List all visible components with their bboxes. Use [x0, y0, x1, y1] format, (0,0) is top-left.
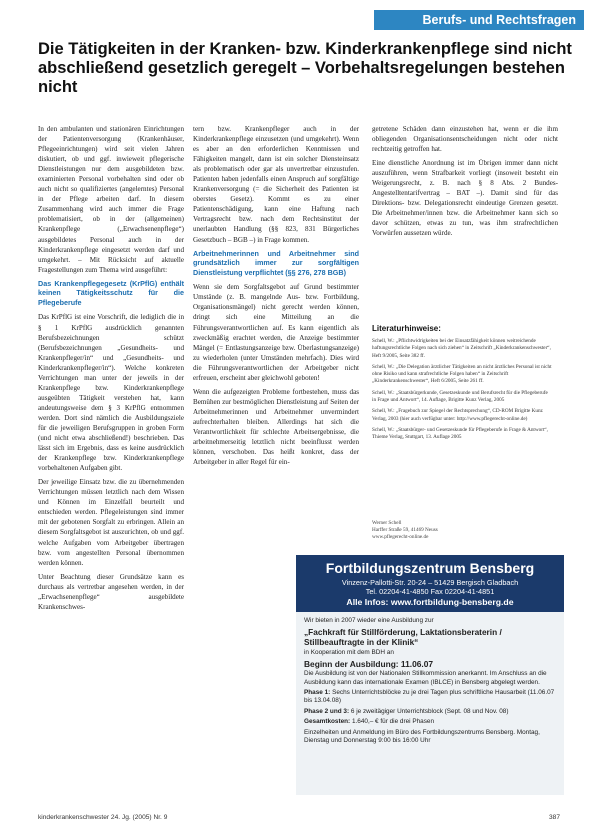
- ad-partner: in Kooperation mit dem BDH an: [304, 649, 394, 657]
- ad-cost: [304, 718, 556, 726]
- literature-item: Schell, W.: „Die Delegation ärztlicher Tätigkeiten an nicht ärztliches Personal ist nicht ohne Risiko und kann strafrechtliche Folgen haben“ in Zeitschrift „Kinderkrankenschwester“, Heft 6/2005, Seite 261 ff.: [372, 363, 552, 385]
- ad-phase-2-label: Phase 2 und 3:: [304, 707, 350, 715]
- article-column-3: [372, 124, 558, 319]
- page-number: 387: [548, 814, 560, 821]
- ad-phase-1-text: Sechs Unterrichtsblöcke zu je drei Tagen plus schriftliche Hausarbeit (11.06.07 bis 13.04.08): [304, 689, 555, 705]
- paragraph: getretene Schäden dann einzustehen hat, wenn er die ihm obliegenden Organisationsentscheidungen nicht oder nicht rechtzeitig getroffen hat.: [372, 125, 558, 154]
- paragraph: In den ambulanten und stationären Einrichtungen der Patientenversorgung (Krankenhäuser, Pflegeeinrichtungen) wird seit vielen Jahren diskutiert, ob und ggf. inwieweit pflegerische Dienstleistungen nur dem ausgebildeten bzw. examinierten Personal vorbehalten sind oder ob auch nicht so qualifiziertes (angelerntes) Personal in der Pflege arbeiten darf. In diesem Zusammenhang wird auch immer die Frage problematisiert, ob in der (allgemeinen) Krankenpflege („Erwachsenenpflege“) ausgebildetes Personal auch in der Kinderkrankenpflege eingesetzt werden darf und umgekehrt. – Mit Rücksicht auf aktuelle Fragestellungen zum Thema wird ausgeführt:: [38, 125, 184, 274]
- ad-address: Vinzenz-Pallotti-Str. 20-24 – 51429 Bergisch Gladbach: [341, 578, 519, 587]
- journal-info: kinderkrankenschwester 24. Jg. (2005) Nr. 9: [38, 814, 168, 821]
- paragraph: tern bzw. Krankenpfleger auch in der Kinderkrankenpflege einzusetzen (und umgekehrt). Wenn es aber an den erforderlichen Kenntnissen und Fähigkeiten mangelt, dann ist ein solcher Diensteinsatz als problematisch oder gar als unvertretbar einzustufen. Patienten haben jedenfalls einen Anspruch auf sorgfältige Krankenversorgung (= die Sicherheit des Patienten ist oberstes Gesetz). Kommt es zu einer Patientenschädigung, kann eine Haftung nach Vertragsrecht bzw. nach dem Rechtsinstitut der unerlaubten Handlung (§§ 823, 831 Bürgerliches Gesetzbuch – BGB –) in Frage kommen.: [193, 125, 359, 244]
- ad-phase-1: [304, 689, 556, 706]
- article-column-1: [38, 124, 184, 799]
- paragraph: Unter Beachtung dieser Grundsätze kann es durchaus als vertretbar angesehen werden, in der „Erwachsenenpflege“ ausgebildete Krankenschwes-: [38, 572, 184, 611]
- ad-body: [296, 612, 564, 752]
- author-email: www.pflegerecht-online.de: [372, 534, 429, 541]
- ad-phone: Tel. 02204-41-4850 Fax 02204-41-4851: [365, 587, 495, 596]
- page-footer: [38, 814, 560, 821]
- literature-item: Schell, W.: „Staatsbürgerkunde, Gesetzeskunde und Berufsrecht für die Pflegeberufe in Frage und Antwort“, 14. Auflage, Brigitte Kunz Verlag, 2005: [372, 389, 548, 404]
- subheading: Arbeitnehmerinnen und Arbeitnehmer sind grundsätzlich immer zur sorgfältigen Dienstleistung verpflichtet (§§ 276, 278 BGB): [193, 248, 359, 277]
- ad-course-title: „Fachkraft für Stillförderung, Laktationsberaterin / Stillbeauftragte in der Klinik“: [304, 627, 502, 648]
- ad-phase-2: [304, 708, 556, 716]
- ad-cost-label: Gesamtkosten:: [304, 718, 351, 726]
- paragraph: Das KrPflG ist eine Vorschrift, die lediglich die in § 1 KrPflG ausdrücklich genannten Berufsbezeichnungen schützt (Berufsbezeichnungen „Gesundheits- und Krankenpfleger/in“ und „Gesundheits- und Kinderkrankenpfleger/in“). Welche konkreten Verrichtungen man unter der jeweils in der Krankenpflege bzw. Kinderkrankenpflege ausgeübten Tätigkeit verstehen hat, kann andeutungsweise dem § 3 KrPflG entnommen werden. Dort sind nämlich die Ausbildungsziele für die jeweiligen Berufsgruppen in groben Form (und nicht etwa abschließend!) beschrieben. Das lässt sich im Ergebnis, dass es keine ausdrücklich der Krankenpflege bzw. Kinderkrankenpflege vorbehaltenen Aufgaben gibt.: [38, 313, 184, 473]
- paragraph: Wenn sie dem Sorgfaltsgebot auf Grund bestimmter Umstände (z. B. mangelnde Aus- bzw. Fortbildung, Organisationsmängel) nicht gerecht werden können, dringt sich eine Mitteilung an die Führungsverantwortlichen auf. Es kann eigentlich als zweckmäßig erachtet werden, die Anzeige bestimmter Mängel (= Entlastungsanzeige bzw. Überlastungsanzeige) zu wiederholen (unter Umständen mehrfach). Dies wird die Führungsverantwortlichen der Arbeitgeber nicht erfreuen, erscheint aber gleichwohl geboten!: [193, 283, 359, 382]
- paragraph: Eine dienstliche Anordnung ist im Übrigen immer dann nicht auszuführen, wenn Strafbarkeit vorliegt (insoweit besteht ein Weigerungsrecht, z. B. nach § 8 Abs. 2 Bundes-Angestelltentarifvertrag – BAT –). Damit sind für das Direktions- bzw. Delegationsrecht eindeutige Grenzen gesetzt. Die Arbeitnehmer/innen bzw. die Arbeitnehmer kann sich so davor schützen, etwas zu tun, was ihm strafrechtlichen Vorwürfen aussetzen würde.: [372, 159, 558, 238]
- author-name: Werner Schell: [372, 520, 402, 526]
- literature-item: Schell, W.: „Fragebuch zur Spiegel der Rechtsprechung“, CD-ROM Brigitte Kunz Verlag, 2003 (hier auch verfügbar unter: http://www.pflegerecht-online.de): [372, 408, 543, 422]
- ad-start-date: Beginn der Ausbildung: 11.06.07: [304, 658, 434, 669]
- author-box: [372, 520, 462, 542]
- literature-list: [372, 338, 552, 446]
- subheading: Das Krankenpflegegesetz (KrPflG) enthält keinen Tätigkeitsschutz für die Pflegeberufe: [38, 278, 184, 307]
- ad-header: [296, 555, 564, 612]
- ad-footer-text: Einzelheiten und Anmeldung im Büro des Fortbildungszentrums Bensberg. Montag, Dienstag und Donnerstag 9:00 bis 16:00 Uhr: [304, 728, 540, 745]
- section-banner: Berufs- und Rechtsfragen: [374, 10, 584, 30]
- ad-phase-1-label: Phase 1:: [304, 689, 331, 697]
- ad-website-link[interactable]: Alle Infos: www.fortbildung-bensberg.de: [346, 597, 514, 607]
- ad-description: Die Ausbildung ist von der Nationalen Stillkommission anerkannt. Im Anschluss an die Ausbildung kann das internationale Examen (IBLCE) in Bensberg abgelegt werden.: [304, 670, 547, 686]
- paragraph: Der jeweilige Einsatz bzw. die zu übernehmenden Verrichtungen müssen letztlich nach dem Wissen und Können im Einzelfall beurteilt und entschieden werden. Pflegeleistungen sind immer mit der gebotenen Sorgfalt zu erbringen. Allein an diesem Sorgfaltsgebot ist auszurichten, ob und ggf. welche Aufgaben vom Arbeitgeber übertragen bzw. vom angestellten Personal übernommen werden können.: [38, 478, 184, 567]
- author-address: Harffer Straße 59, 41469 Neuss: [372, 527, 438, 534]
- ad-cost-text: 1.640,– € für die drei Phasen: [351, 718, 435, 726]
- ad-intro: Wir bieten in 2007 wieder eine Ausbildung zur: [304, 617, 434, 624]
- literature-item: Schell, W.: „Staatsbürger- und Gesetzeskunde für Pflegeberufe in Frage & Antwort“, Thieme Verlag, Stuttgart, 13. Auflage 2005: [372, 426, 548, 441]
- advertisement-box: [296, 555, 564, 795]
- paragraph: Wenn die aufgezeigten Probleme fortbestehen, muss das Bemühen zur bestmöglichen Dienstleistung auf Seiten der Arbeitnehmerinnen und Arbeitnehmer unvermindert aufrechterhalten bleiben. Allerdings hat sich die Verantwortlichkeit für schlechte Arbeitsergebnisse, die arbeitnehmerseitig letztlich nicht beeinflusst werden können, verschoben. Das heißt konkret, dass der Arbeitgeber in aller Regel für ein-: [193, 387, 359, 467]
- ad-phase-2-text: 6 je zweitägiger Unterrichtsblock (Sept. 08 und Nov. 08): [350, 707, 509, 715]
- article-headline: Die Tätigkeiten in der Kranken- bzw. Kinderkrankenpflege sind nicht abschließend gesetzlich geregelt – Vorbehaltsregelungen bestehen nicht: [38, 40, 572, 96]
- literature-heading: Literaturhinweise:: [372, 324, 441, 333]
- literature-item: Schell, W.: „Pflichtwidrigkeiten bei der Einsatzfähigkeit können weitreichende haftungsrechtliche Folgen nach sich ziehen“ in Zeitschrift „Kinderkrankenschwester“, Heft 9/2005, Seite 382 ff.: [372, 338, 551, 359]
- ad-title: Fortbildungszentrum Bensberg: [325, 560, 535, 576]
